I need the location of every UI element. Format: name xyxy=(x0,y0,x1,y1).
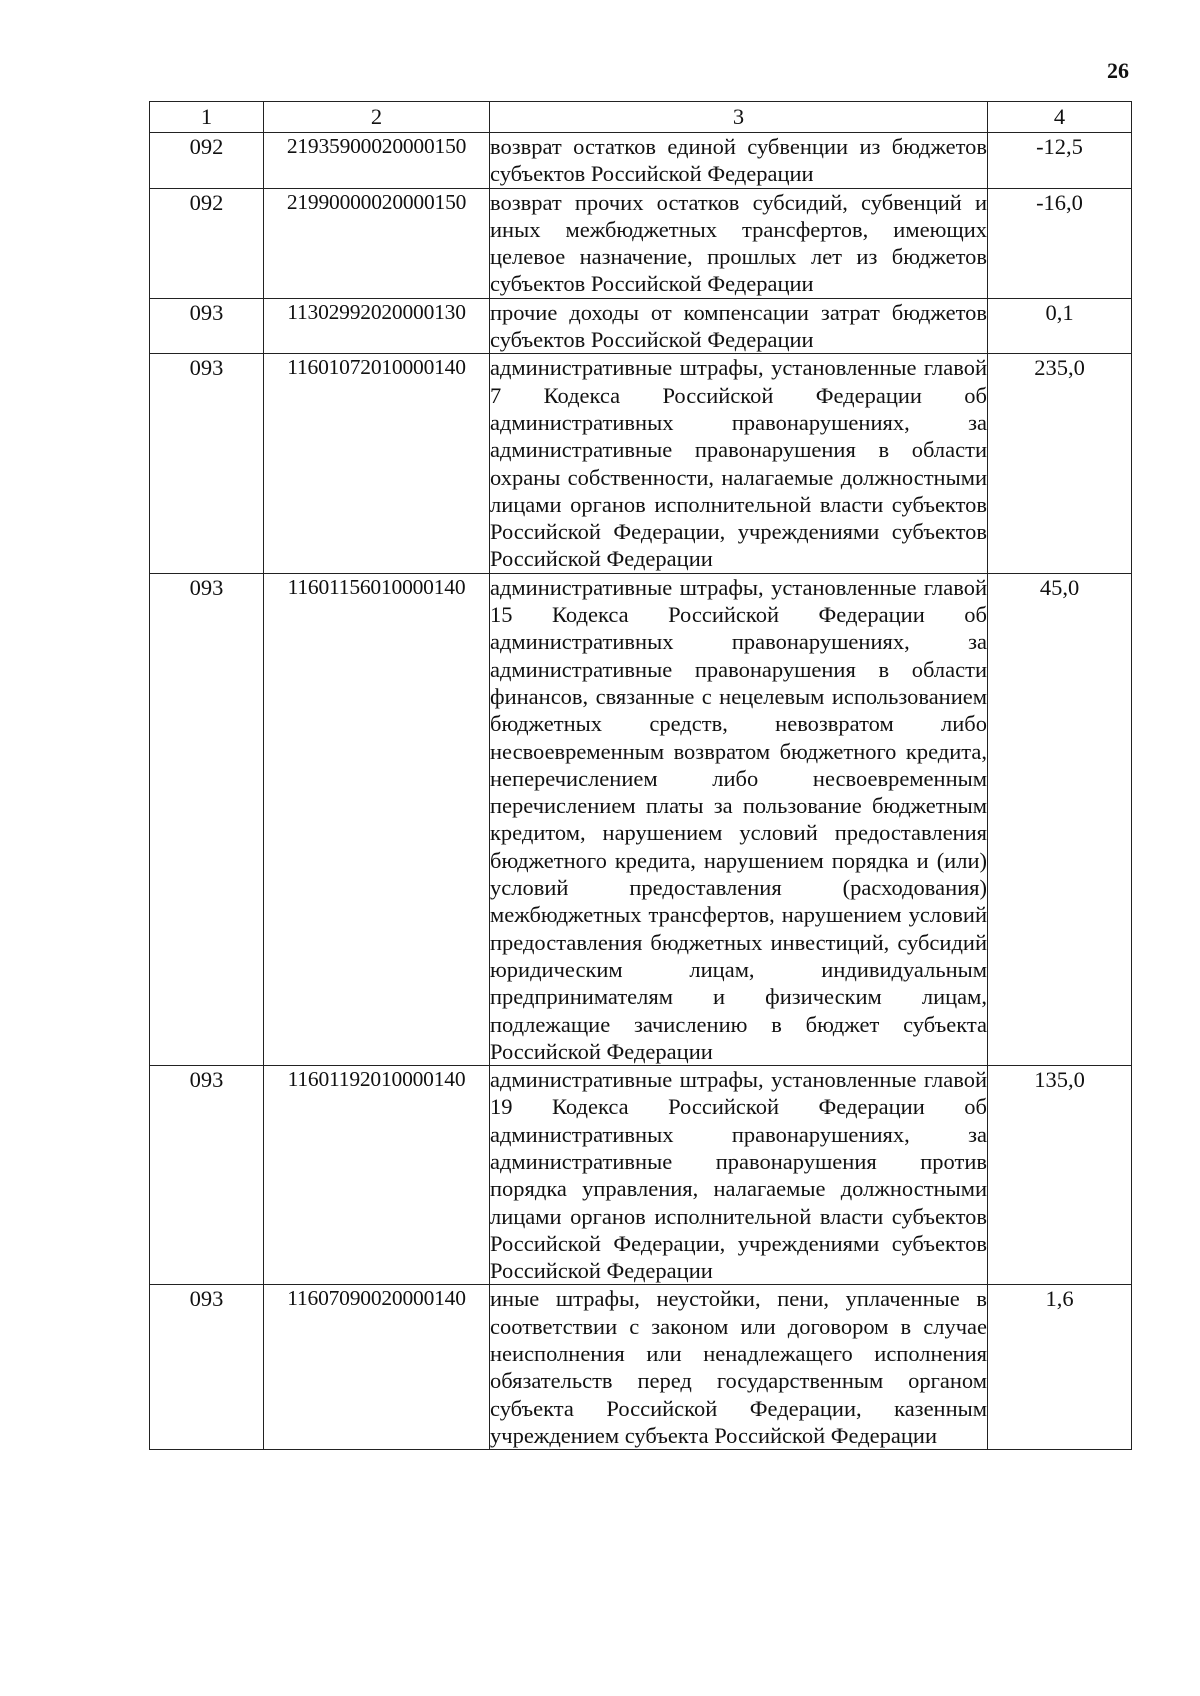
revenue-name-cell: прочие доходы от компенсации затрат бюджетов субъектов Российской Федерации xyxy=(490,299,987,353)
table-row xyxy=(150,573,1132,1065)
admin-code-cell: 093 xyxy=(150,354,264,573)
revenue-name-cell: административные штрафы, установленные главой 19 Кодекса Российской Федерации об административных правонарушениях, за административные правонарушения против порядка управления, налагаемые должностными лицами органов исполнительной власти субъектов Российской Федерации, учреждениями субъектов Российской Федерации xyxy=(490,1067,987,1284)
amount-cell: 235,0 xyxy=(988,354,1132,573)
revenue-code-cell: 11302992020000130 xyxy=(264,298,490,354)
page-number: 26 xyxy=(1107,58,1129,83)
admin-code-cell: 093 xyxy=(150,573,264,1065)
header-column-4: 4 xyxy=(988,102,1132,133)
amount-cell: 1,6 xyxy=(988,1285,1132,1450)
header-column-1: 1 xyxy=(150,102,264,133)
revenue-code-cell: 21935900020000150 xyxy=(264,133,490,189)
admin-code-cell: 093 xyxy=(150,1066,264,1285)
admin-code-cell: 093 xyxy=(150,298,264,354)
revenue-code-cell: 21990000020000150 xyxy=(264,188,490,298)
table-row xyxy=(150,133,1132,189)
amount-cell: 135,0 xyxy=(988,1066,1132,1285)
revenue-code-cell: 11601072010000140 xyxy=(264,354,490,573)
revenue-code-cell: 11601192010000140 xyxy=(264,1066,490,1285)
table-row xyxy=(150,354,1132,573)
revenue-name-cell: иные штрафы, неустойки, пени, уплаченные в соответствии с законом или договором в случае неисполнения или ненадлежащего исполнения обязательств перед государственным органом субъекта Российской Федерации, казенным учреждением субъекта Российской Федерации xyxy=(490,1286,987,1448)
amount-cell: -12,5 xyxy=(988,133,1132,189)
revenue-name-cell: административные штрафы, установленные главой 7 Кодекса Российской Федерации об административных правонарушениях, за административные правонарушения в области охраны собственности, налагаемые должностными лицами органов исполнительной власти субъектов Российской Федерации, учреждениями субъектов Российской Федерации xyxy=(490,355,987,572)
header-column-3: 3 xyxy=(490,102,988,133)
table-header-row xyxy=(150,102,1132,133)
table-row xyxy=(150,1285,1132,1450)
revenue-code-cell: 11607090020000140 xyxy=(264,1285,490,1450)
header-column-2: 2 xyxy=(264,102,490,133)
revenue-code-cell: 11601156010000140 xyxy=(264,573,490,1065)
admin-code-cell: 092 xyxy=(150,188,264,298)
revenue-name-cell: возврат остатков единой субвенции из бюджетов субъектов Российской Федерации xyxy=(490,134,987,187)
revenue-name-cell: административные штрафы, установленные главой 15 Кодекса Российской Федерации об административных правонарушениях, за административные правонарушения в области финансов, связанные с нецелевым использованием бюджетных средств, невозвратом либо несвоевременным возвратом бюджетного кредита, неперечислением либо несвоевременным перечислением платы за пользование бюджетным кредитом, нарушением условий предоставления бюджетного кредита, нарушением порядка и (или) условий предоставления (расходования) межбюджетных трансфертов, нарушением условий предоставления бюджетных инвестиций, субсидий юридическим лицам, индивидуальным предпринимателям и физическим лицам, подлежащие зачислению в бюджет субъекта Российской Федерации xyxy=(490,574,987,1064)
table-row xyxy=(150,1066,1132,1285)
admin-code-cell: 093 xyxy=(150,1285,264,1450)
amount-cell: 45,0 xyxy=(988,573,1132,1065)
amount-cell: 0,1 xyxy=(988,298,1132,354)
table-row xyxy=(150,188,1132,298)
amount-cell: -16,0 xyxy=(988,188,1132,298)
admin-code-cell: 092 xyxy=(150,133,264,189)
revenue-name-cell: возврат прочих остатков субсидий, субвенций и иных межбюджетных трансфертов, имеющих целевое назначение, прошлых лет из бюджетов субъектов Российской Федерации xyxy=(490,189,987,297)
table-row xyxy=(150,298,1132,354)
budget-revenue-table xyxy=(149,101,1132,1450)
